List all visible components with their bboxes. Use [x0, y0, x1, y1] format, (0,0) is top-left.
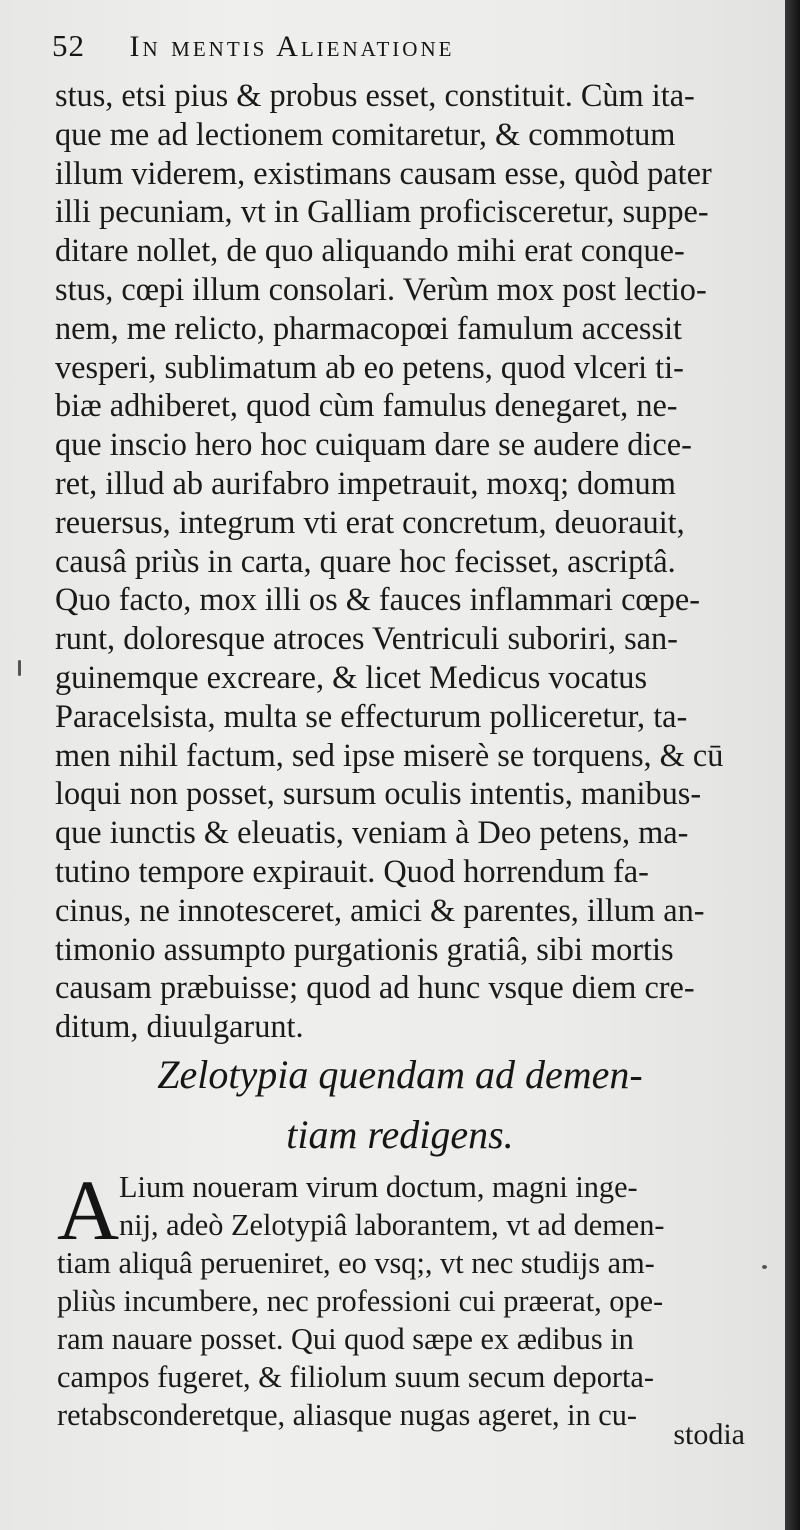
ink-speck — [18, 660, 21, 676]
text-line: Quo facto, mox illi os & fauces inflammari cœpe- — [55, 582, 701, 619]
text-line: loqui non posset, sursum oculis intentis, manibus- — [55, 776, 702, 813]
section-heading — [140, 1045, 660, 1165]
text-line: guinemque excreare, & licet Medicus vocatus — [55, 659, 648, 696]
page-header — [52, 28, 454, 64]
heading-line: Zelotypia quendam ad demen- — [157, 1052, 643, 1097]
text-line: tutino tempore expirauit. Quod horrendum fa- — [55, 853, 649, 890]
paragraph-1 — [55, 77, 760, 1047]
text-line: timonio assumpto purgationis gratiâ, sibi mortis — [55, 931, 674, 968]
text-line: stus, etsi pius & probus esset, constituit. Cùm ita- — [55, 78, 695, 114]
text-line: ret, illud ab aurifabro impetrauit, moxq; domum — [55, 465, 676, 502]
text-line: men nihil factum, sed ipse miserè se torquens, & cū — [55, 737, 724, 774]
text-line: vesperi, sublimatum ab eo petens, quod vlceri ti- — [55, 349, 684, 386]
heading-line: tiam redigens. — [286, 1112, 514, 1157]
text-line: nem, me relicto, pharmacopœi famulum accessit — [55, 310, 683, 347]
text-line: retabsconderetque, aliasque nugas ageret, in cu- — [57, 1398, 637, 1432]
drop-cap: A — [57, 1162, 120, 1258]
text-line: reuersus, integrum vti erat concretum, deuorauit, — [55, 504, 685, 541]
text-line: causâ priùs in carta, quare hoc fecisset, ascriptâ. — [55, 543, 676, 580]
text-line: illum viderem, existimans causam esse, quòd pater — [55, 155, 712, 192]
text-line: Lium noueram virum doctum, magni inge- — [119, 1170, 638, 1204]
text-line: campos fugeret, & filiolum suum secum deporta- — [57, 1360, 654, 1394]
paragraph-2 — [57, 1162, 757, 1434]
running-head: In mentis Alienatione — [129, 30, 455, 63]
text-line: ditum, diuulgarunt. — [55, 1009, 304, 1046]
text-line: illi pecuniam, vt in Galliam proficisceretur, suppe- — [55, 194, 709, 231]
text-line: stus, cœpi illum consolari. Verùm mox post lectio- — [55, 271, 707, 308]
text-line: pliùs incumbere, nec professioni cui præerat, ope- — [57, 1284, 664, 1318]
ink-speck — [762, 1265, 767, 1269]
text-line: cinus, ne innotesceret, amici & parentes, illum an- — [55, 892, 705, 929]
text-line: nij, adeò Zelotypiâ laborantem, vt ad demen- — [119, 1208, 665, 1242]
text-line: ditare nollet, de quo aliquando mihi erat conque- — [55, 233, 685, 270]
text-line: ram nauare posset. Qui quod sæpe ex ædibus in — [57, 1322, 634, 1356]
page-number: 52 — [52, 28, 85, 63]
text-line: tiam aliquâ perueniret, eo vsq;, vt nec studijs am- — [57, 1246, 655, 1280]
text-line: que me ad lectionem comitaretur, & commotum — [55, 116, 676, 153]
catchword: stodia — [673, 1418, 745, 1451]
text-line: biæ adhiberet, quod cùm famulus denegaret, ne- — [55, 388, 678, 425]
page-edge — [785, 0, 800, 1530]
text-line: runt, doloresque atroces Ventriculi suboriri, san- — [55, 621, 678, 658]
text-line: que iunctis & eleuatis, veniam à Deo petens, ma- — [55, 815, 689, 852]
text-line: Paracelsista, multa se effecturum polliceretur, ta- — [55, 698, 688, 735]
text-line: causam præbuisse; quod ad hunc vsque diem cre- — [55, 970, 695, 1007]
text-line: que inscio hero hoc cuiquam dare se audere dice- — [55, 427, 692, 464]
